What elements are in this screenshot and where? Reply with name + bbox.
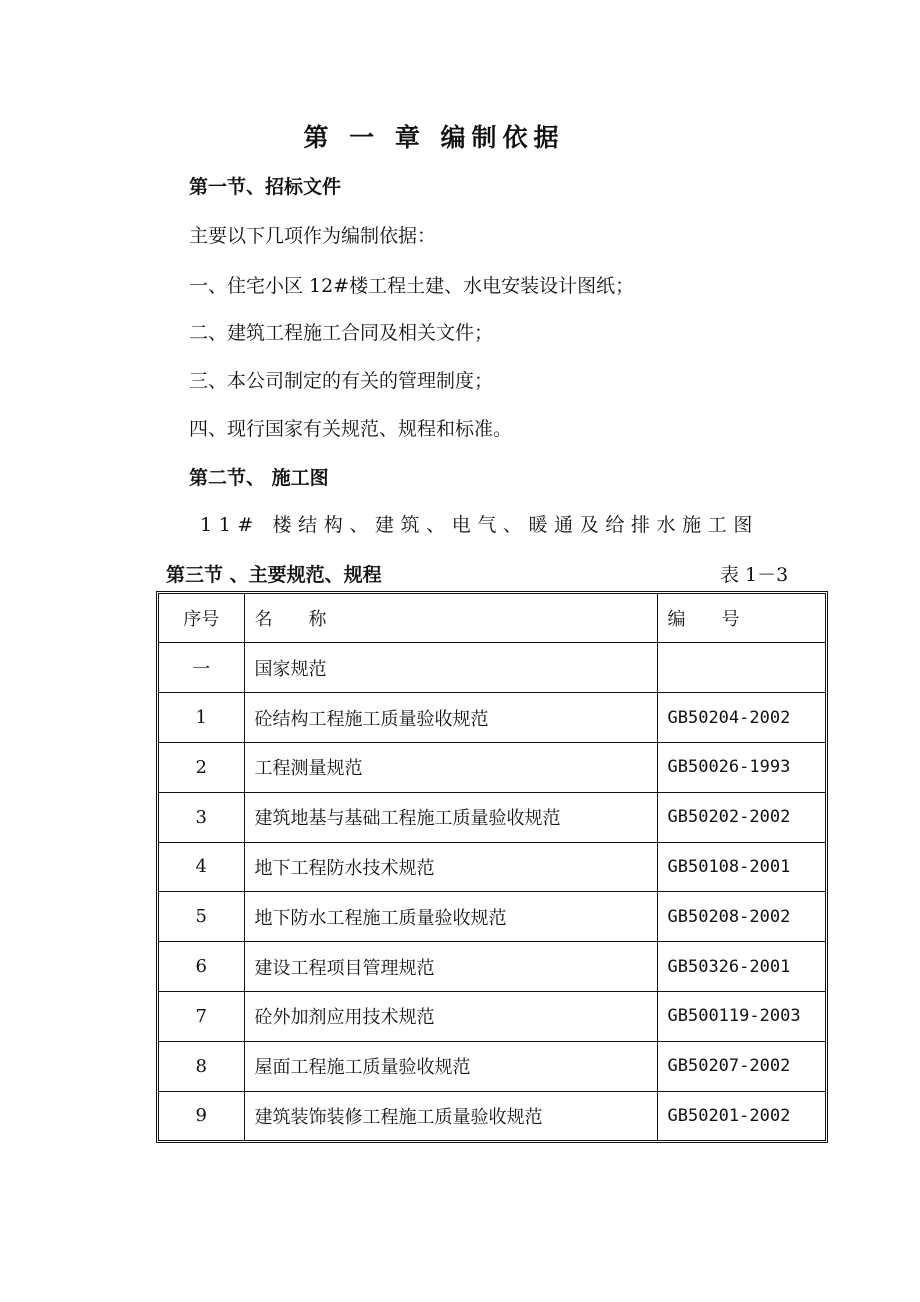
table-row (159, 991, 825, 1041)
table-row (159, 1091, 825, 1140)
table-row (159, 792, 825, 842)
row-name: 建设工程项目管理规范 (244, 942, 657, 992)
row-name: 地下防水工程施工质量验收规范 (244, 892, 657, 942)
row-no: 2 (159, 742, 244, 792)
row-no: 1 (159, 693, 244, 743)
row-code (657, 643, 825, 693)
row-no: 9 (159, 1091, 244, 1140)
row-code: GB50326-2001 (657, 942, 825, 992)
header-no: 序号 (159, 594, 244, 643)
row-code: GB50108-2001 (657, 842, 825, 892)
row-no: 4 (159, 842, 244, 892)
chapter-title: 第 一 章 编制依据 (303, 123, 565, 152)
row-name: 砼外加剂应用技术规范 (244, 991, 657, 1041)
table-row (159, 1041, 825, 1091)
row-name: 建筑地基与基础工程施工质量验收规范 (244, 792, 657, 842)
table-row (159, 742, 825, 792)
row-name: 国家规范 (244, 643, 657, 693)
section3-heading: 第三节 、主要规范、规程 (166, 564, 382, 586)
row-no: 5 (159, 892, 244, 942)
table-number: 表 1－3 (720, 564, 789, 586)
table-row (159, 942, 825, 992)
row-code: GB50204-2002 (657, 693, 825, 743)
header-code: 编 号 (657, 594, 825, 643)
row-no: 6 (159, 942, 244, 992)
table-header-row (159, 594, 825, 643)
section1-heading: 第一节、招标文件 (189, 176, 342, 198)
basis-item-4: 四、现行国家有关规范、规程和标准。 (189, 418, 513, 440)
basis-item-3: 三、本公司制定的有关的管理制度； (189, 370, 494, 392)
section2-heading: 第二节、 施工图 (189, 467, 329, 489)
row-name: 屋面工程施工质量验收规范 (244, 1041, 657, 1091)
header-name: 名 称 (244, 594, 657, 643)
row-code: GB500119-2003 (657, 991, 825, 1041)
basis-item-2: 二、建筑工程施工合同及相关文件； (189, 322, 494, 344)
row-no: 一 (159, 643, 244, 693)
row-code: GB50208-2002 (657, 892, 825, 942)
row-code: GB50207-2002 (657, 1041, 825, 1091)
basis-item-1: 一、住宅小区 12#楼工程土建、水电安装设计图纸； (189, 275, 635, 297)
table-row (159, 693, 825, 743)
row-code: GB50201-2002 (657, 1091, 825, 1140)
section2-text: 11# 楼结构、建筑、电气、暖通及给排水施工图 (200, 514, 759, 536)
row-name: 建筑装饰装修工程施工质量验收规范 (244, 1091, 657, 1140)
table-row (159, 892, 825, 942)
row-code: GB50026-1993 (657, 742, 825, 792)
row-name: 砼结构工程施工质量验收规范 (244, 693, 657, 743)
standards-table (156, 591, 828, 1143)
table-row (159, 842, 825, 892)
row-no: 7 (159, 991, 244, 1041)
row-name: 工程测量规范 (244, 742, 657, 792)
section1-intro: 主要以下几项作为编制依据： (189, 225, 437, 247)
row-no: 8 (159, 1041, 244, 1091)
row-code: GB50202-2002 (657, 792, 825, 842)
row-no: 3 (159, 792, 244, 842)
row-name: 地下工程防水技术规范 (244, 842, 657, 892)
table-row (159, 643, 825, 693)
